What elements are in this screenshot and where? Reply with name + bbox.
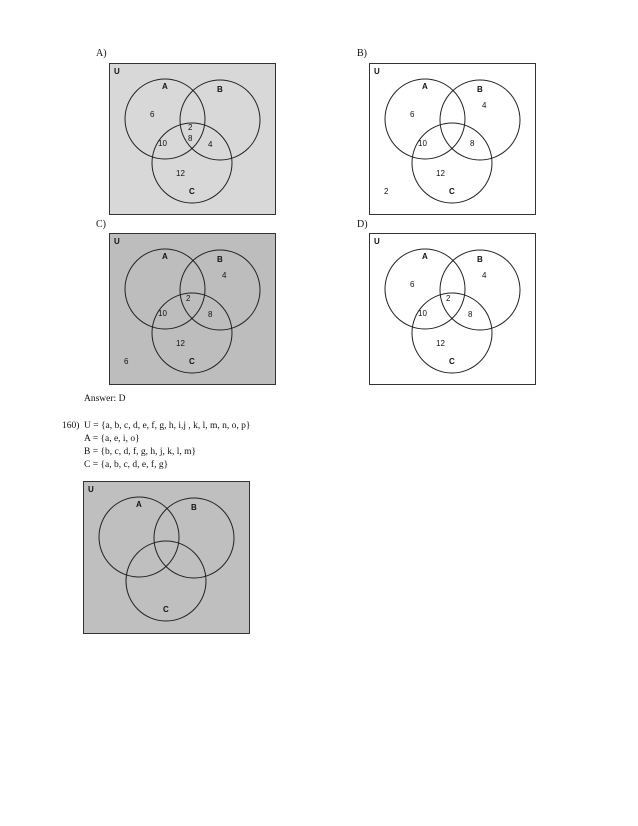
set-a-label: A [422, 252, 428, 261]
set-b-label: B [477, 255, 483, 264]
set-a-label: A [422, 82, 428, 91]
set-b-label: B [477, 85, 483, 94]
outside-value: 6 [124, 357, 129, 366]
set-b-label: B [217, 85, 223, 94]
question-number: 160) [62, 421, 80, 431]
region-ac-value: 10 [158, 309, 167, 318]
set-c-label: C [189, 357, 195, 366]
region-abc-value: 2 [446, 294, 451, 303]
region-a-only-value: 6 [410, 280, 415, 289]
region-c-only-value: 12 [176, 339, 185, 348]
set-c-label: C [189, 187, 195, 196]
set-a-label: A [162, 252, 168, 261]
universe-label: U [374, 67, 380, 76]
set-b-line: B = {b, c, d, f, g, h, j, k, l, m} [84, 447, 197, 457]
venn-diagram-option-b [369, 63, 536, 215]
region-c-only-value: 12 [176, 169, 185, 178]
venn-diagram-option-d [369, 233, 536, 385]
universe-label: U [374, 237, 380, 246]
venn-diagram-option-c [109, 233, 276, 385]
region-b-only-value: 4 [222, 271, 227, 280]
universe-label: U [88, 485, 94, 494]
region-bc-value: 8 [208, 310, 213, 319]
option-d-label: D) [357, 219, 368, 230]
set-c-label: C [449, 187, 455, 196]
region-ab-value: 2 [188, 123, 193, 132]
venn-diagram-question-160 [83, 481, 250, 634]
option-c-label: C) [96, 219, 106, 230]
option-b-label: B) [357, 48, 367, 59]
set-c-label: C [449, 357, 455, 366]
region-b-only-value: 4 [482, 271, 487, 280]
set-a-label: A [136, 500, 142, 509]
region-c-only-value: 12 [436, 339, 445, 348]
option-a-label: A) [96, 48, 107, 59]
region-a-only-value: 6 [150, 110, 155, 119]
set-c-line: C = {a, b, c, d, e, f, g} [84, 460, 169, 470]
set-a-label: A [162, 82, 168, 91]
region-abc-value: 8 [188, 134, 193, 143]
region-b-only-value: 4 [482, 101, 487, 110]
region-a-only-value: 6 [410, 110, 415, 119]
venn-diagram-option-a [109, 63, 276, 215]
answer-text: Answer: D [84, 394, 126, 404]
region-c-only-value: 12 [436, 169, 445, 178]
region-ac-value: 10 [418, 139, 427, 148]
region-ac-value: 10 [158, 139, 167, 148]
region-bc-value: 8 [468, 310, 473, 319]
universe-label: U [114, 237, 120, 246]
region-abc-value: 2 [186, 294, 191, 303]
set-b-label: B [217, 255, 223, 264]
set-b-label: B [191, 503, 197, 512]
universe-label: U [114, 67, 120, 76]
universal-set-line: U = {a, b, c, d, e, f, g, h, i,j , k, l, m, n, o, p} [84, 421, 251, 431]
outside-value: 2 [384, 187, 389, 196]
region-bc-value: 8 [470, 139, 475, 148]
set-a-line: A = {a, e, i, o} [84, 434, 140, 444]
set-c-label: C [163, 605, 169, 614]
region-bc-value: 4 [208, 140, 213, 149]
region-ac-value: 10 [418, 309, 427, 318]
